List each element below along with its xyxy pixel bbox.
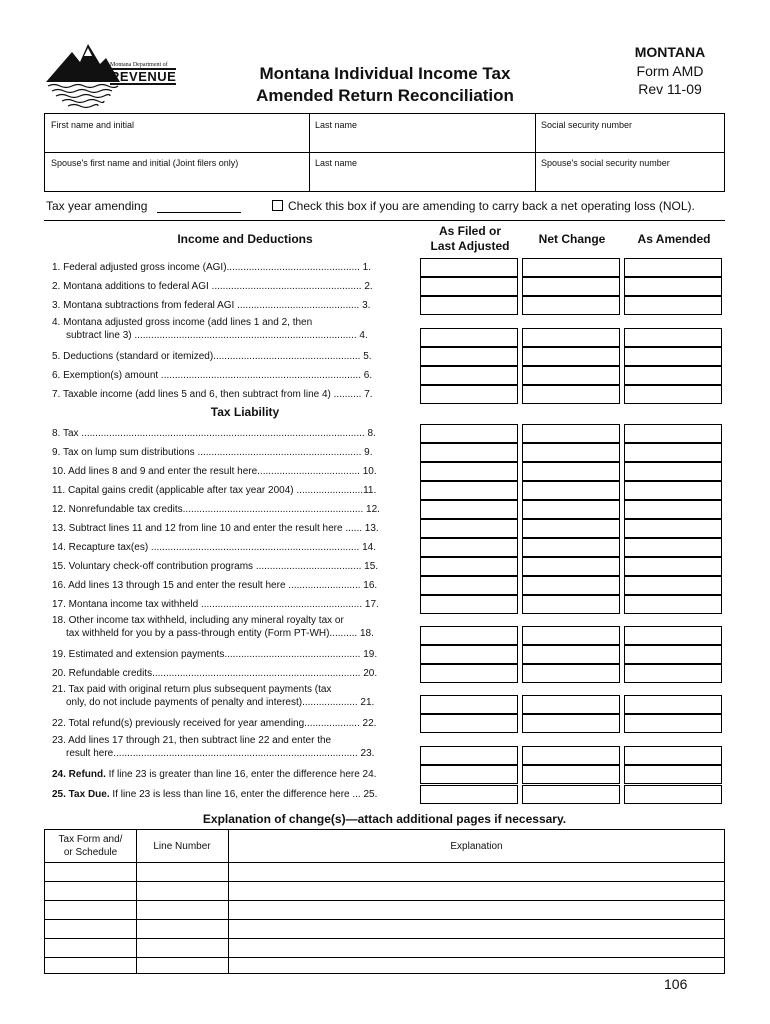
as-amended-heading: As Amended: [637, 232, 711, 246]
line-12-as-filed-input[interactable]: [420, 500, 518, 519]
line-11-as-filed-input[interactable]: [420, 481, 518, 500]
line-10-net-change-input[interactable]: [522, 462, 620, 481]
line-1-net-change-input[interactable]: [522, 258, 620, 277]
state-label: MONTANA: [634, 44, 706, 60]
line-5-label: [52, 350, 418, 363]
line-text: 3. Montana subtractions from federal AGI ............................................ 3.: [52, 300, 371, 311]
line-text: 5. Deductions (standard or itemized)..................................................... 5.: [52, 351, 372, 362]
line-text: 23. Add lines 17 through 21, then subtract line 22 and enter the: [52, 735, 332, 746]
divider: [44, 220, 725, 221]
line-3-as-amended-input[interactable]: [624, 296, 722, 315]
line-25-label: [52, 788, 418, 801]
as-filed-heading-2: Last Adjusted: [430, 239, 510, 253]
line-18-as-filed-input[interactable]: [420, 626, 518, 645]
income-deductions-heading: Income and Deductions: [177, 232, 313, 246]
line-text: 21. Tax paid with original return plus subsequent payments (tax: [52, 684, 332, 695]
line-4-label: [52, 316, 418, 342]
line-22-net-change-input[interactable]: [522, 714, 620, 733]
line-22-as-amended-input[interactable]: [624, 714, 722, 733]
spouse-ssn-field[interactable]: Spouse's social security number: [541, 158, 670, 168]
line-text-cont: only, do not include payments of penalty and interest).................... 21.: [66, 697, 375, 708]
line-19-label: [52, 648, 418, 661]
line-text: 22. Total refund(s) previously received for year amending.................... 22.: [52, 718, 377, 729]
line-7-as-amended-input[interactable]: [624, 385, 722, 404]
line-25-as-amended-input[interactable]: [624, 785, 722, 804]
line-13-as-amended-input[interactable]: [624, 519, 722, 538]
line-20-as-filed-input[interactable]: [420, 664, 518, 683]
line-13-as-filed-input[interactable]: [420, 519, 518, 538]
form-title-line1: Montana Individual Income Tax: [259, 64, 511, 83]
line-rest-text: If line 23 is less than line 16, enter the difference here ... 25.: [109, 789, 378, 800]
line-11-net-change-input[interactable]: [522, 481, 620, 500]
last-name-field[interactable]: Last name: [315, 120, 358, 130]
line-text: 10. Add lines 8 and 9 and enter the result here..................................... 10.: [52, 466, 377, 477]
line-19-net-change-input[interactable]: [522, 645, 620, 664]
line-17-label: [52, 598, 418, 611]
tax-year-input[interactable]: [157, 212, 241, 213]
line-text: 8. Tax ...................................................................................................... 8.: [52, 428, 376, 439]
line-8-as-filed-input[interactable]: [420, 424, 518, 443]
as-filed-heading-1: As Filed or: [438, 224, 501, 238]
explanation-title: Explanation of change(s)—attach additional pages if necessary.: [202, 812, 567, 826]
line-12-as-amended-input[interactable]: [624, 500, 722, 519]
net-change-heading: Net Change: [538, 232, 606, 246]
line-15-as-amended-input[interactable]: [624, 557, 722, 576]
line-21-as-filed-input[interactable]: [420, 695, 518, 714]
first-name-field[interactable]: First name and initial: [51, 120, 135, 130]
line-10-as-amended-input[interactable]: [624, 462, 722, 481]
line-6-label: [52, 369, 418, 382]
line-bold-text: 24. Refund.: [52, 769, 106, 780]
line-16-as-filed-input[interactable]: [420, 576, 518, 595]
line-11-label: [52, 484, 418, 497]
line-9-as-amended-input[interactable]: [624, 443, 722, 462]
form-rev: Rev 11-09: [638, 81, 702, 97]
line-14-net-change-input[interactable]: [522, 538, 620, 557]
line-13-label: [52, 522, 418, 535]
line-4-net-change-input[interactable]: [522, 328, 620, 347]
line-text: 15. Voluntary check-off contribution programs ...................................... 15.: [52, 561, 379, 572]
line-10-label: [52, 465, 418, 478]
line-4-as-filed-input[interactable]: [420, 328, 518, 347]
line-16-as-amended-input[interactable]: [624, 576, 722, 595]
exp-col-explanation: Explanation: [450, 841, 503, 852]
line-text: 20. Refundable credits........................................................................... 20.: [52, 668, 378, 679]
line-text: 19. Estimated and extension payments................................................. 19.: [52, 649, 378, 660]
line-24-as-filed-input[interactable]: [420, 765, 518, 784]
line-2-as-filed-input[interactable]: [420, 277, 518, 296]
line-1-as-filed-input[interactable]: [420, 258, 518, 277]
line-13-net-change-input[interactable]: [522, 519, 620, 538]
line-16-net-change-input[interactable]: [522, 576, 620, 595]
line-12-net-change-input[interactable]: [522, 500, 620, 519]
line-text: 2. Montana additions to federal AGI ...................................................... 2.: [52, 281, 373, 292]
line-12-label: [52, 503, 418, 516]
tax-year-label: Tax year amending: [46, 199, 148, 213]
line-18-as-amended-input[interactable]: [624, 626, 722, 645]
line-23-label: [52, 734, 418, 760]
line-text: 18. Other income tax withheld, including any mineral royalty tax or: [52, 615, 344, 626]
explanation-table: [44, 829, 725, 974]
ssn-field[interactable]: Social security number: [541, 120, 633, 130]
line-5-net-change-input[interactable]: [522, 347, 620, 366]
line-4-as-amended-input[interactable]: [624, 328, 722, 347]
line-23-net-change-input[interactable]: [522, 746, 620, 765]
line-5-as-amended-input[interactable]: [624, 347, 722, 366]
line-3-label: [52, 299, 418, 312]
line-15-label: [52, 560, 418, 573]
line-9-as-filed-input[interactable]: [420, 443, 518, 462]
line-14-as-filed-input[interactable]: [420, 538, 518, 557]
spouse-last-name-field[interactable]: Last name: [315, 158, 358, 168]
taxpayer-info-table: [44, 113, 725, 192]
line-text: 6. Exemption(s) amount ........................................................................ 6.: [52, 370, 373, 381]
line-text: 16. Add lines 13 through 15 and enter the result here .......................... 16.: [52, 580, 378, 591]
line-1-label: [52, 261, 418, 274]
nol-checkbox[interactable]: [272, 200, 283, 211]
line-18-net-change-input[interactable]: [522, 626, 620, 645]
line-6-net-change-input[interactable]: [522, 366, 620, 385]
line-text: 12. Nonrefundable tax credits................................................................. 12.: [52, 504, 380, 515]
exp-col-form-1: Tax Form and/: [58, 834, 123, 845]
line-3-net-change-input[interactable]: [522, 296, 620, 315]
line-9-net-change-input[interactable]: [522, 443, 620, 462]
line-text: [52, 788, 418, 801]
line-14-label: [52, 541, 418, 554]
line-25-net-change-input[interactable]: [522, 785, 620, 804]
line-7-label: [52, 388, 418, 401]
form-id: Form AMD: [636, 63, 704, 79]
line-text: [52, 768, 418, 781]
line-17-as-amended-input[interactable]: [624, 595, 722, 614]
line-19-as-amended-input[interactable]: [624, 645, 722, 664]
line-text: 13. Subtract lines 11 and 12 from line 10 and enter the result here ...... 13.: [52, 523, 379, 534]
line-25-as-filed-input[interactable]: [420, 785, 518, 804]
line-17-net-change-input[interactable]: [522, 595, 620, 614]
line-8-net-change-input[interactable]: [522, 424, 620, 443]
dept-revenue-text: REVENUE: [110, 69, 177, 84]
line-20-net-change-input[interactable]: [522, 664, 620, 683]
line-22-as-filed-input[interactable]: [420, 714, 518, 733]
exp-col-line: Line Number: [153, 841, 211, 852]
line-22-label: [52, 717, 418, 730]
line-15-as-filed-input[interactable]: [420, 557, 518, 576]
line-text: 1. Federal adjusted gross income (AGI)................................................ 1.: [52, 262, 371, 273]
spouse-first-name-field[interactable]: Spouse's first name and initial (Joint filers only): [51, 158, 239, 168]
line-23-as-amended-input[interactable]: [624, 746, 722, 765]
line-1-as-amended-input[interactable]: [624, 258, 722, 277]
line-18-label: [52, 614, 418, 640]
form-title-line2: Amended Return Reconciliation: [256, 86, 514, 105]
line-8-label: [52, 427, 418, 440]
line-11-as-amended-input[interactable]: [624, 481, 722, 500]
line-6-as-amended-input[interactable]: [624, 366, 722, 385]
line-20-label: [52, 667, 418, 680]
line-24-net-change-input[interactable]: [522, 765, 620, 784]
dept-small-text: Montana Department of: [110, 62, 168, 68]
line-9-label: [52, 446, 418, 459]
line-19-as-filed-input[interactable]: [420, 645, 518, 664]
line-text: 11. Capital gains credit (applicable after tax year 2004) ........................11.: [52, 485, 377, 496]
line-23-as-filed-input[interactable]: [420, 746, 518, 765]
line-7-as-filed-input[interactable]: [420, 385, 518, 404]
line-text: 7. Taxable income (add lines 5 and 6, then subtract from line 4) .......... 7.: [52, 389, 373, 400]
line-24-as-amended-input[interactable]: [624, 765, 722, 784]
exp-col-form-2: or Schedule: [63, 847, 118, 858]
line-text: 17. Montana income tax withheld .......................................................... 17.: [52, 599, 379, 610]
line-14-as-amended-input[interactable]: [624, 538, 722, 557]
page-number: 106: [664, 976, 688, 992]
line-text-cont: subtract line 3) ................................................................................ 4.: [66, 330, 368, 341]
line-24-label: [52, 768, 418, 781]
line-15-net-change-input[interactable]: [522, 557, 620, 576]
line-rest-text: If line 23 is greater than line 16, enter the difference here 24.: [105, 769, 377, 780]
line-text-cont: result here........................................................................................ 23.: [66, 748, 375, 759]
line-text: 14. Recapture tax(es) ........................................................................... 14.: [52, 542, 376, 553]
line-5-as-filed-input[interactable]: [420, 347, 518, 366]
line-6-as-filed-input[interactable]: [420, 366, 518, 385]
line-2-label: [52, 280, 418, 293]
line-21-as-amended-input[interactable]: [624, 695, 722, 714]
line-3-as-filed-input[interactable]: [420, 296, 518, 315]
nol-label: Check this box if you are amending to carry back a net operating loss (NOL).: [288, 199, 695, 213]
line-8-as-amended-input[interactable]: [624, 424, 722, 443]
line-16-label: [52, 579, 418, 592]
tax-liability-heading: Tax Liability: [210, 405, 280, 419]
line-bold-text: 25. Tax Due.: [52, 789, 110, 800]
line-7-net-change-input[interactable]: [522, 385, 620, 404]
line-text: 4. Montana adjusted gross income (add lines 1 and 2, then: [52, 317, 313, 328]
line-10-as-filed-input[interactable]: [420, 462, 518, 481]
line-21-label: [52, 683, 418, 709]
line-21-net-change-input[interactable]: [522, 695, 620, 714]
line-2-net-change-input[interactable]: [522, 277, 620, 296]
line-text-cont: tax withheld for you by a pass-through entity (Form PT-WH).......... 18.: [66, 628, 374, 639]
line-20-as-amended-input[interactable]: [624, 664, 722, 683]
line-2-as-amended-input[interactable]: [624, 277, 722, 296]
line-text: 9. Tax on lump sum distributions ........................................................... 9.: [52, 447, 373, 458]
line-17-as-filed-input[interactable]: [420, 595, 518, 614]
